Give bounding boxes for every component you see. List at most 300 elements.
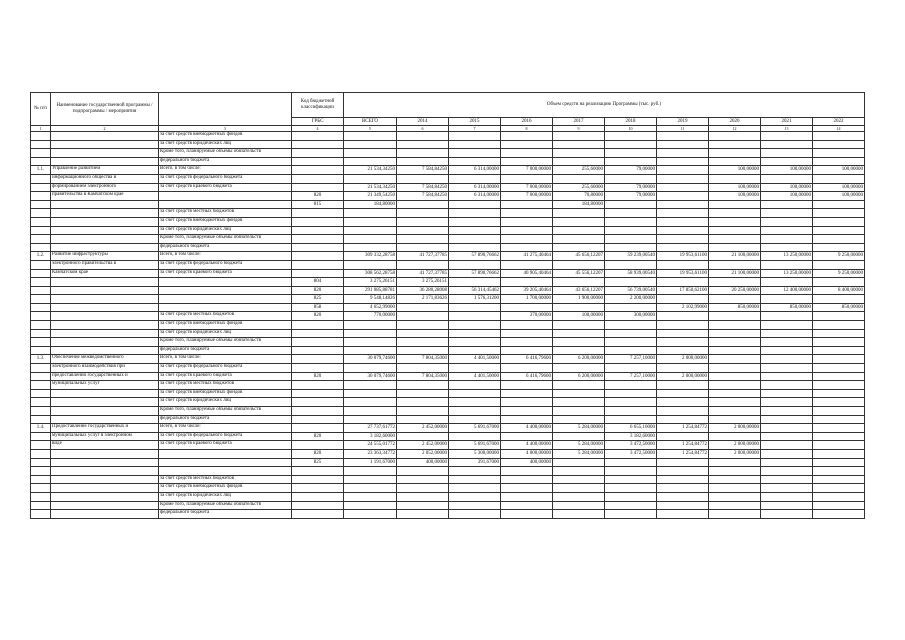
row-total-value xyxy=(344,346,397,355)
row-year-value xyxy=(397,346,449,355)
table-row xyxy=(31,355,865,364)
header-source xyxy=(159,93,292,126)
row-total-value xyxy=(344,475,397,484)
row-program-name xyxy=(51,449,159,458)
row-year-value xyxy=(605,140,657,149)
row-year-value xyxy=(761,329,813,338)
table-row xyxy=(31,389,865,398)
row-grbs-code xyxy=(292,269,344,278)
row-number xyxy=(31,243,51,252)
row-year-value xyxy=(501,346,553,355)
row-program-name xyxy=(51,389,159,398)
row-year-value xyxy=(449,278,501,287)
row-year-value xyxy=(813,338,865,347)
row-year-value xyxy=(553,338,605,347)
row-number xyxy=(31,389,51,398)
row-year-value xyxy=(657,235,709,244)
row-total-value xyxy=(344,132,397,141)
row-funding-source: за счет средств местных бюджетов xyxy=(159,475,292,484)
row-year-value: 9 250,00000 xyxy=(813,269,865,278)
row-total-value xyxy=(344,157,397,166)
row-year-value xyxy=(397,174,449,183)
row-grbs-code xyxy=(292,226,344,235)
table-row xyxy=(31,501,865,510)
row-year-value xyxy=(709,243,761,252)
row-total-value: 21 349,54250 xyxy=(344,192,397,201)
row-year-value xyxy=(553,140,605,149)
row-year-value xyxy=(553,510,605,519)
header-num: № п/п xyxy=(31,93,51,126)
row-grbs-code xyxy=(292,235,344,244)
table-row xyxy=(31,398,865,407)
table-row xyxy=(31,475,865,484)
row-year-value xyxy=(709,278,761,287)
row-year-value xyxy=(709,364,761,373)
row-funding-source: за счет средств федерального бюджета xyxy=(159,260,292,269)
row-year-value xyxy=(397,492,449,501)
row-number xyxy=(31,260,51,269)
row-program-name: Камчатском крае xyxy=(51,269,159,278)
col-number: 8 xyxy=(501,126,553,132)
row-grbs-code: 820 xyxy=(292,372,344,381)
row-program-name xyxy=(51,235,159,244)
row-total-value xyxy=(344,501,397,510)
row-year-value: 79,00000 xyxy=(605,192,657,201)
row-year-value xyxy=(761,475,813,484)
row-year-value xyxy=(761,449,813,458)
row-year-value xyxy=(501,501,553,510)
row-year-value xyxy=(553,321,605,330)
table-row xyxy=(31,235,865,244)
row-year-value xyxy=(501,217,553,226)
row-program-name xyxy=(51,484,159,493)
row-year-value xyxy=(553,467,605,476)
row-number xyxy=(31,235,51,244)
row-year-value xyxy=(397,484,449,493)
row-funding-source: за счет средств внебюджетных фондов xyxy=(159,484,292,493)
row-year-value xyxy=(605,458,657,467)
row-year-value xyxy=(657,183,709,192)
row-funding-source xyxy=(159,278,292,287)
row-program-name xyxy=(51,132,159,141)
row-year-value xyxy=(813,200,865,209)
row-funding-source: за счет средств федерального бюджета xyxy=(159,174,292,183)
table-row xyxy=(31,243,865,252)
row-year-value: 1 576,31200 xyxy=(449,295,501,304)
table-row xyxy=(31,174,865,183)
row-program-name xyxy=(51,475,159,484)
row-year-value xyxy=(761,458,813,467)
row-year-value xyxy=(449,303,501,312)
table-row xyxy=(31,467,865,476)
row-year-value xyxy=(397,321,449,330)
row-funding-source: за счет средств юридических лиц xyxy=(159,398,292,407)
row-year-value: 41 275,40464 xyxy=(501,252,553,261)
row-year-value: 391,67000 xyxy=(449,458,501,467)
col-number: 9 xyxy=(553,126,605,132)
row-program-name: электронного правительства в xyxy=(51,260,159,269)
table-row xyxy=(31,226,865,235)
header-total: ВСЕГО xyxy=(344,118,397,126)
row-funding-source: федерального бюджета xyxy=(159,510,292,519)
header-year: 2022 xyxy=(813,118,865,126)
row-year-value xyxy=(657,475,709,484)
row-program-name xyxy=(51,492,159,501)
row-year-value: 6 314,00000 xyxy=(449,192,501,201)
row-year-value xyxy=(813,475,865,484)
row-year-value xyxy=(761,132,813,141)
row-year-value xyxy=(813,174,865,183)
row-grbs-code xyxy=(292,209,344,218)
row-year-value xyxy=(605,346,657,355)
table-row xyxy=(31,321,865,330)
row-program-name xyxy=(51,458,159,467)
row-grbs-code xyxy=(292,329,344,338)
row-year-value xyxy=(761,467,813,476)
row-program-name xyxy=(51,321,159,330)
row-program-name: виде xyxy=(51,441,159,450)
row-year-value: 7 584,84250 xyxy=(397,166,449,175)
row-total-value xyxy=(344,209,397,218)
row-year-value xyxy=(449,501,501,510)
row-year-value xyxy=(657,346,709,355)
header-volume: Объем средств на реализацию Программы (тыс. руб.) xyxy=(344,93,865,118)
row-number: 1.4. xyxy=(31,424,51,433)
row-year-value xyxy=(813,295,865,304)
row-year-value: 21 100,00000 xyxy=(709,252,761,261)
table-row xyxy=(31,484,865,493)
row-year-value: 255,60000 xyxy=(553,183,605,192)
row-year-value xyxy=(501,132,553,141)
row-year-value xyxy=(553,346,605,355)
row-grbs-code xyxy=(292,174,344,183)
row-year-value xyxy=(813,140,865,149)
row-year-value: 7 804,35000 xyxy=(397,355,449,364)
row-program-name: правительства в Камчатском крае xyxy=(51,192,159,201)
row-number xyxy=(31,329,51,338)
row-year-value: 6 200,00000 xyxy=(553,355,605,364)
row-year-value xyxy=(397,157,449,166)
budget-document xyxy=(30,92,865,519)
col-number: 13 xyxy=(761,126,813,132)
row-grbs-code xyxy=(292,260,344,269)
row-year-value: 8 400,00000 xyxy=(813,286,865,295)
table-row xyxy=(31,364,865,373)
row-year-value xyxy=(709,475,761,484)
row-year-value xyxy=(761,174,813,183)
row-year-value: 370,00000 xyxy=(501,312,553,321)
row-grbs-code: 820 xyxy=(292,192,344,201)
col-number: 11 xyxy=(657,126,709,132)
row-year-value: 100,00000 xyxy=(813,192,865,201)
row-year-value xyxy=(761,415,813,424)
row-year-value xyxy=(501,200,553,209)
row-year-value xyxy=(813,492,865,501)
table-row xyxy=(31,140,865,149)
row-number xyxy=(31,321,51,330)
row-grbs-code: 820 xyxy=(292,449,344,458)
row-year-value: 1 254,84772 xyxy=(657,424,709,433)
row-year-value xyxy=(501,389,553,398)
row-year-value xyxy=(553,217,605,226)
row-year-value xyxy=(553,209,605,218)
row-year-value xyxy=(605,510,657,519)
row-year-value xyxy=(709,372,761,381)
row-year-value xyxy=(657,329,709,338)
table-row xyxy=(31,132,865,141)
row-year-value: 300,00000 xyxy=(605,312,657,321)
row-year-value xyxy=(761,157,813,166)
row-year-value xyxy=(397,398,449,407)
row-year-value xyxy=(657,398,709,407)
row-year-value: 6 416,79600 xyxy=(501,372,553,381)
row-total-value xyxy=(344,415,397,424)
row-year-value xyxy=(813,398,865,407)
row-funding-source xyxy=(159,286,292,295)
row-year-value: 100,00000 xyxy=(709,192,761,201)
row-year-value xyxy=(449,467,501,476)
row-year-value: 850,00000 xyxy=(709,303,761,312)
row-year-value xyxy=(709,140,761,149)
row-year-value xyxy=(657,389,709,398)
row-year-value xyxy=(709,381,761,390)
row-year-value xyxy=(657,415,709,424)
row-year-value: 7 584,84250 xyxy=(397,192,449,201)
row-year-value xyxy=(553,398,605,407)
row-grbs-code: 804 xyxy=(292,278,344,287)
row-year-value xyxy=(501,415,553,424)
table-row xyxy=(31,192,865,201)
row-year-value xyxy=(449,484,501,493)
row-total-value xyxy=(344,484,397,493)
row-year-value xyxy=(657,407,709,416)
row-total-value: 30 079,74600 xyxy=(344,355,397,364)
row-year-value xyxy=(657,192,709,201)
row-program-name xyxy=(51,415,159,424)
row-year-value xyxy=(657,209,709,218)
row-funding-source: за счет средств юридических лиц xyxy=(159,329,292,338)
row-funding-source: за счет средств внебюджетных фондов xyxy=(159,217,292,226)
row-number xyxy=(31,492,51,501)
row-year-value: 5 300,00000 xyxy=(449,449,501,458)
row-year-value xyxy=(449,157,501,166)
row-year-value: 2 000,00000 xyxy=(709,449,761,458)
row-year-value xyxy=(553,501,605,510)
row-total-value: 30 079,74600 xyxy=(344,372,397,381)
header-name: Наименование государственной программы / подпрограммы / мероприятия xyxy=(51,93,159,126)
row-year-value xyxy=(553,260,605,269)
row-year-value: 100,00000 xyxy=(761,166,813,175)
row-total-value xyxy=(344,174,397,183)
row-year-value xyxy=(397,415,449,424)
row-year-value xyxy=(605,475,657,484)
row-funding-source xyxy=(159,200,292,209)
row-year-value: 2 000,00000 xyxy=(657,355,709,364)
row-funding-source: Всего, в том числе: xyxy=(159,166,292,175)
row-year-value xyxy=(501,321,553,330)
row-program-name xyxy=(51,140,159,149)
row-year-value xyxy=(709,415,761,424)
row-year-value xyxy=(397,381,449,390)
row-program-name xyxy=(51,312,159,321)
table-row xyxy=(31,449,865,458)
row-year-value: 2 102,99000 xyxy=(657,303,709,312)
row-year-value xyxy=(397,364,449,373)
row-number xyxy=(31,510,51,519)
row-year-value xyxy=(605,235,657,244)
row-year-value: 56 314,45462 xyxy=(449,286,501,295)
row-year-value: 1 254,84772 xyxy=(657,449,709,458)
row-year-value xyxy=(709,260,761,269)
row-year-value xyxy=(709,149,761,158)
row-grbs-code: 820 xyxy=(292,286,344,295)
row-year-value xyxy=(449,174,501,183)
row-year-value xyxy=(813,149,865,158)
row-funding-source: за счет средств юридических лиц xyxy=(159,492,292,501)
row-number xyxy=(31,407,51,416)
row-year-value xyxy=(553,149,605,158)
row-year-value xyxy=(813,467,865,476)
row-funding-source: федерального бюджета xyxy=(159,157,292,166)
row-year-value xyxy=(501,278,553,287)
row-year-value: 43 656,12207 xyxy=(553,286,605,295)
row-year-value xyxy=(761,424,813,433)
row-year-value: 79,00000 xyxy=(605,166,657,175)
row-year-value xyxy=(553,492,605,501)
row-year-value: 36 280,28008 xyxy=(397,286,449,295)
row-year-value: 79,00000 xyxy=(605,183,657,192)
row-year-value xyxy=(449,243,501,252)
row-year-value xyxy=(501,398,553,407)
row-number xyxy=(31,157,51,166)
col-number: 4 xyxy=(292,126,344,132)
row-funding-source xyxy=(159,467,292,476)
row-grbs-code xyxy=(292,338,344,347)
row-year-value xyxy=(605,381,657,390)
row-year-value xyxy=(709,484,761,493)
row-number xyxy=(31,346,51,355)
row-year-value: 1 700,00000 xyxy=(501,295,553,304)
row-program-name xyxy=(51,467,159,476)
row-year-value xyxy=(397,407,449,416)
table-row xyxy=(31,200,865,209)
row-grbs-code xyxy=(292,407,344,416)
row-year-value xyxy=(501,243,553,252)
row-grbs-code xyxy=(292,166,344,175)
row-year-value xyxy=(761,200,813,209)
row-year-value xyxy=(449,346,501,355)
row-year-value xyxy=(605,278,657,287)
row-year-value: 184,80000 xyxy=(553,200,605,209)
row-year-value: 4 400,00000 xyxy=(501,424,553,433)
row-year-value xyxy=(761,355,813,364)
col-number: 3 xyxy=(159,126,292,132)
row-year-value: 100,00000 xyxy=(709,166,761,175)
table-row xyxy=(31,510,865,519)
col-number: 6 xyxy=(397,126,449,132)
row-grbs-code xyxy=(292,424,344,433)
row-funding-source: Кроме того, планируемые объемы обязательств xyxy=(159,235,292,244)
row-year-value xyxy=(501,381,553,390)
row-program-name xyxy=(51,149,159,158)
table-row xyxy=(31,260,865,269)
row-funding-source xyxy=(159,295,292,304)
row-year-value xyxy=(813,217,865,226)
row-year-value xyxy=(501,484,553,493)
row-total-value xyxy=(344,226,397,235)
row-year-value: 255,60000 xyxy=(553,166,605,175)
row-year-value xyxy=(761,209,813,218)
row-total-value xyxy=(344,407,397,416)
table-row xyxy=(31,492,865,501)
row-year-value xyxy=(605,260,657,269)
row-year-value xyxy=(449,510,501,519)
header-grbs: ГРБС xyxy=(292,118,344,126)
table-header xyxy=(31,93,865,132)
row-year-value xyxy=(605,501,657,510)
row-year-value xyxy=(813,449,865,458)
row-number xyxy=(31,381,51,390)
row-year-value xyxy=(657,312,709,321)
row-year-value: 5 284,00000 xyxy=(553,441,605,450)
row-year-value xyxy=(813,372,865,381)
row-year-value xyxy=(761,312,813,321)
row-year-value: 13 250,00000 xyxy=(761,269,813,278)
header-year: 2016 xyxy=(501,118,553,126)
row-year-value xyxy=(553,226,605,235)
row-number xyxy=(31,286,51,295)
row-year-value xyxy=(605,200,657,209)
row-program-name xyxy=(51,346,159,355)
row-number xyxy=(31,192,51,201)
row-year-value xyxy=(709,338,761,347)
row-year-value: 58 939,00540 xyxy=(605,269,657,278)
header-year: 2021 xyxy=(761,118,813,126)
row-program-name: Предоставление государственных и xyxy=(51,424,159,433)
row-year-value xyxy=(605,209,657,218)
row-total-value xyxy=(344,467,397,476)
row-year-value xyxy=(657,467,709,476)
row-program-name xyxy=(51,278,159,287)
row-year-value xyxy=(553,364,605,373)
row-total-value: 23 363,34772 xyxy=(344,449,397,458)
row-year-value xyxy=(813,157,865,166)
row-total-value: 184,80000 xyxy=(344,200,397,209)
table-row xyxy=(31,372,865,381)
row-year-value xyxy=(553,407,605,416)
row-year-value xyxy=(657,510,709,519)
row-grbs-code xyxy=(292,217,344,226)
row-year-value: 3 182,60000 xyxy=(605,432,657,441)
row-year-value xyxy=(605,243,657,252)
row-year-value xyxy=(449,132,501,141)
row-number xyxy=(31,458,51,467)
row-year-value xyxy=(397,432,449,441)
row-program-name: электронного взаимодействия при xyxy=(51,364,159,373)
row-program-name xyxy=(51,303,159,312)
row-year-value: 20 250,00000 xyxy=(709,286,761,295)
row-year-value xyxy=(397,467,449,476)
row-funding-source: федерального бюджета xyxy=(159,415,292,424)
row-year-value xyxy=(605,492,657,501)
row-number xyxy=(31,149,51,158)
row-year-value xyxy=(397,475,449,484)
row-year-value xyxy=(553,243,605,252)
row-year-value xyxy=(605,338,657,347)
row-year-value xyxy=(449,217,501,226)
row-year-value: 1 900,00000 xyxy=(553,295,605,304)
row-number: 1.2. xyxy=(31,252,51,261)
